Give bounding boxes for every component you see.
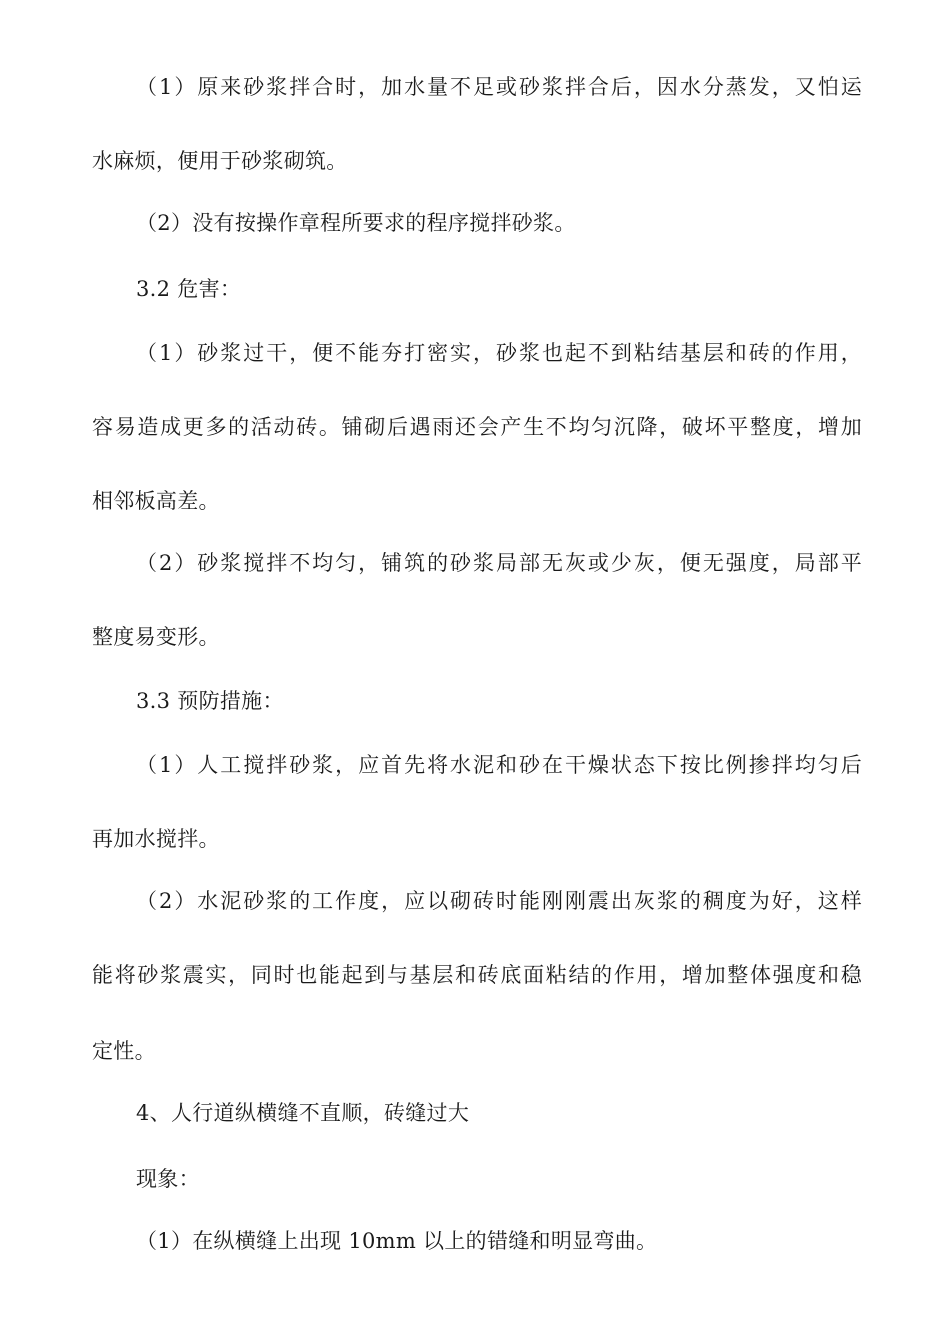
paragraph-line: （1）在纵横缝上出现 10mm 以上的错缝和明显弯曲。 bbox=[136, 1229, 658, 1253]
section-heading: 4、人行道纵横缝不直顺，砖缝过大 bbox=[136, 1101, 470, 1125]
paragraph-line: （2）没有按操作章程所要求的程序搅拌砂浆。 bbox=[136, 211, 576, 235]
paragraph-line: 水麻烦，便用于砂浆砌筑。 bbox=[92, 149, 348, 173]
section-heading: 3.2 危害： bbox=[136, 277, 242, 301]
paragraph-line: 现象： bbox=[136, 1167, 200, 1191]
paragraph-line: （1）原来砂浆拌合时，加水量不足或砂浆拌合后，因水分蒸发，又怕运 bbox=[136, 75, 862, 99]
paragraph-line: （1）砂浆过干，便不能夯打密实，砂浆也起不到粘结基层和砖的作用， bbox=[136, 341, 862, 365]
paragraph-line: （2）水泥砂浆的工作度，应以砌砖时能刚刚震出灰浆的稠度为好，这样 bbox=[136, 889, 862, 913]
paragraph-line: 再加水搅拌。 bbox=[92, 827, 220, 851]
paragraph-line: 相邻板高差。 bbox=[92, 489, 220, 513]
paragraph-line: （2）砂浆搅拌不均匀，铺筑的砂浆局部无灰或少灰，便无强度，局部平 bbox=[136, 551, 862, 575]
paragraph-line: （1）人工搅拌砂浆，应首先将水泥和砂在干燥状态下按比例掺拌均匀后 bbox=[136, 753, 862, 777]
paragraph-line: 定性。 bbox=[92, 1039, 156, 1063]
paragraph-line: 整度易变形。 bbox=[92, 625, 220, 649]
paragraph-line: 能将砂浆震实，同时也能起到与基层和砖底面粘结的作用，增加整体强度和稳 bbox=[92, 963, 862, 987]
section-heading: 3.3 预防措施： bbox=[136, 689, 284, 713]
paragraph-line: 容易造成更多的活动砖。铺砌后遇雨还会产生不均匀沉降，破坏平整度，增加 bbox=[92, 415, 862, 439]
